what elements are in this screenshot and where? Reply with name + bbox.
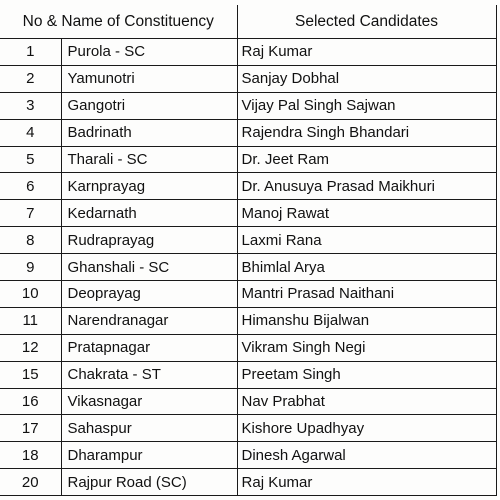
constituency-number: 2 [0,65,61,92]
candidate-name: Rajendra Singh Bhandari [237,119,496,146]
candidate-name: Sanjay Dobhal [237,65,496,92]
constituency-name: Kedarnath [61,200,237,227]
constituency-name: Pratapnagar [61,334,237,361]
candidate-name: Himanshu Bijalwan [237,307,496,334]
table-row [0,227,496,254]
candidate-name: Laxmi Rana [237,227,496,254]
candidate-name: Manoj Rawat [237,200,496,227]
constituency-number: 1 [0,39,61,66]
constituency-name: Rudraprayag [61,227,237,254]
constituency-number: 17 [0,415,61,442]
table-row [0,92,496,119]
constituency-number: 12 [0,334,61,361]
constituency-name: Tharali - SC [61,146,237,173]
constituency-name: Chakrata - ST [61,361,237,388]
table-row [0,334,496,361]
candidates-table [0,5,497,496]
constituency-name: Sahaspur [61,415,237,442]
constituency-name: Narendranagar [61,307,237,334]
table-row [0,65,496,92]
table-row [0,361,496,388]
table-row [0,388,496,415]
constituency-name: Ghanshali - SC [61,254,237,281]
constituency-number: 15 [0,361,61,388]
header-constituency: No & Name of Constituency [0,5,237,39]
candidate-name: Preetam Singh [237,361,496,388]
candidate-name: Dr. Jeet Ram [237,146,496,173]
constituency-number: 10 [0,281,61,308]
constituency-name: Purola - SC [61,39,237,66]
candidate-name: Dinesh Agarwal [237,442,496,469]
constituency-number: 8 [0,227,61,254]
constituency-name: Karnprayag [61,173,237,200]
constituency-number: 5 [0,146,61,173]
constituency-name: Yamunotri [61,65,237,92]
candidate-name: Bhimlal Arya [237,254,496,281]
table-row [0,146,496,173]
constituency-number: 7 [0,200,61,227]
constituency-number: 18 [0,442,61,469]
table-row [0,307,496,334]
constituency-name: Vikasnagar [61,388,237,415]
candidate-name: Dr. Anusuya Prasad Maikhuri [237,173,496,200]
table-row [0,119,496,146]
header-candidates: Selected Candidates [237,5,496,39]
table-row [0,442,496,469]
candidate-name: Nav Prabhat [237,388,496,415]
table-body [0,39,496,496]
constituency-name: Rajpur Road (SC) [61,469,237,496]
table-row [0,254,496,281]
constituency-name: Dharampur [61,442,237,469]
candidate-name: Vijay Pal Singh Sajwan [237,92,496,119]
constituency-number: 11 [0,307,61,334]
constituency-number: 3 [0,92,61,119]
table-row [0,469,496,496]
constituency-name: Deoprayag [61,281,237,308]
table-row [0,39,496,66]
constituency-name: Gangotri [61,92,237,119]
candidate-name: Mantri Prasad Naithani [237,281,496,308]
constituency-name: Badrinath [61,119,237,146]
table-row [0,415,496,442]
constituency-number: 20 [0,469,61,496]
candidate-name: Kishore Upadhyay [237,415,496,442]
constituency-number: 4 [0,119,61,146]
constituency-number: 6 [0,173,61,200]
table-row [0,173,496,200]
table-row [0,281,496,308]
table-header-row [0,5,496,39]
candidate-name: Vikram Singh Negi [237,334,496,361]
constituency-number: 9 [0,254,61,281]
table-row [0,200,496,227]
constituency-number: 16 [0,388,61,415]
candidate-name: Raj Kumar [237,469,496,496]
candidate-name: Raj Kumar [237,39,496,66]
